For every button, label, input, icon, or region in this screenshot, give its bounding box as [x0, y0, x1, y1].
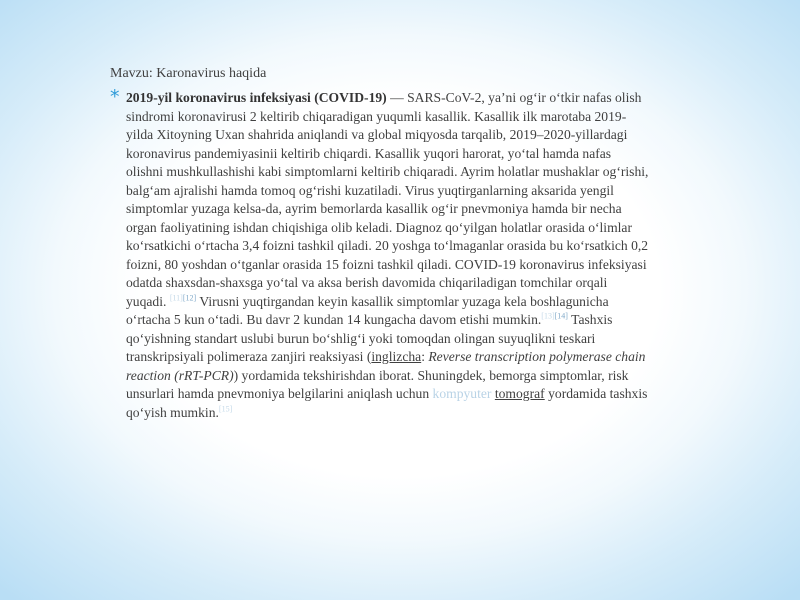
article-heading: 2019-yil koronavirus infeksiyasi (COVID-19) — [126, 90, 387, 105]
slide-subject-title: Mavzu: Karonavirus haqida — [110, 66, 267, 81]
reference-faint-c[interactable]: [15] — [218, 403, 233, 413]
asterisk-bullet-icon: * — [110, 86, 120, 108]
article-text-part-1: — SARS-CoV-2, ya’ni og‘ir o‘tkir nafas olish sindromi koronavirusi 2 keltirib chiqaradigan yuqumli kasallik. Kasallik ilk marotaba 2019-yilda Xitoyning Uxan shahrida aniqlandi va global miqyosda tarqalib, 2019–2020-yillardagi koronavirus pandemiyasinii keltirib chiqardi. Kasallik yuqori harorat, yo‘tal hamda nafas olishni mushkullashishi kabi simptomlarni keltirib chiqaradi. Ayrim holatlar mushaklar og‘rishi, balg‘am ajralishi hamda tomoq og‘rishi kuzatiladi. Virus yuqtirganlarning aksarida yengil simptomlar yuzaga kelsa-da, ayrim bemorlarda kasallik og‘ir pnevmoniya hamda bir necha organ faoliyatining ishdan chiqishiga olib keladi. Diagnoz qo‘yilgan holatlar orasida o‘limlar ko‘rsatkichi o‘rtacha 3,4 foizni tashkil qiladi. 20 yoshga to‘lmaganlar orasida bu ko‘rsatkich 0,2 foizni, 80 yoshdan o‘tganlar orasida 15 foizni tashkil qiladi. COVID-19 koronavirus infeksiyasi odatda shaxsdan-shaxsga yo‘tal va aksa berish davomida chiqariladigan tomchilar orqali yuqadi. — [126, 90, 649, 309]
link-kompyuter-faint[interactable]: kompyuter — [432, 386, 492, 401]
article-text-part-3: Tashxis qo‘yishning standart uslubi burun bo‘shlig‘i yoki tomoqdan olingan suyuqlikni teskari transkripsiyali polimeraza zanjiri reaksiyasi ( — [126, 312, 613, 364]
article-text-part-2: Virusni yuqtirgandan keyin kasallik simptomlar yuzaga kela boshlagunicha o‘rtacha 5 kun o‘tadi. Bu davr 2 kundan 14 kungacha davom etishi mumkin. — [126, 293, 609, 327]
slide-content — [110, 64, 650, 422]
article-text-part-4: : — [421, 349, 429, 364]
article-text-part-6: yordamida tashxis qo‘yish mumkin. — [126, 386, 648, 420]
reference-faint-b[interactable]: [13] — [541, 311, 555, 321]
bullet-item — [110, 86, 650, 422]
article-text-part-5: ) yordamida tekshirishdan iborat. Shuningdek, bemorga simptomlar, risk unsurlari hamda pnevmoniya belgilarini aniqlash uchun — [126, 367, 629, 401]
article-paragraph — [126, 89, 650, 422]
reference-link-b[interactable]: [14] — [554, 311, 568, 321]
italic-term-rrt-pcr: Reverse transcription polymerase chain reaction (rRT-PCR) — [126, 349, 646, 383]
link-inglizcha[interactable]: inglizcha — [371, 349, 422, 364]
link-tomograf[interactable]: tomograf — [494, 386, 545, 401]
reference-link-a[interactable]: [12] — [182, 292, 197, 302]
reference-faint-a[interactable]: [11] — [169, 292, 183, 302]
